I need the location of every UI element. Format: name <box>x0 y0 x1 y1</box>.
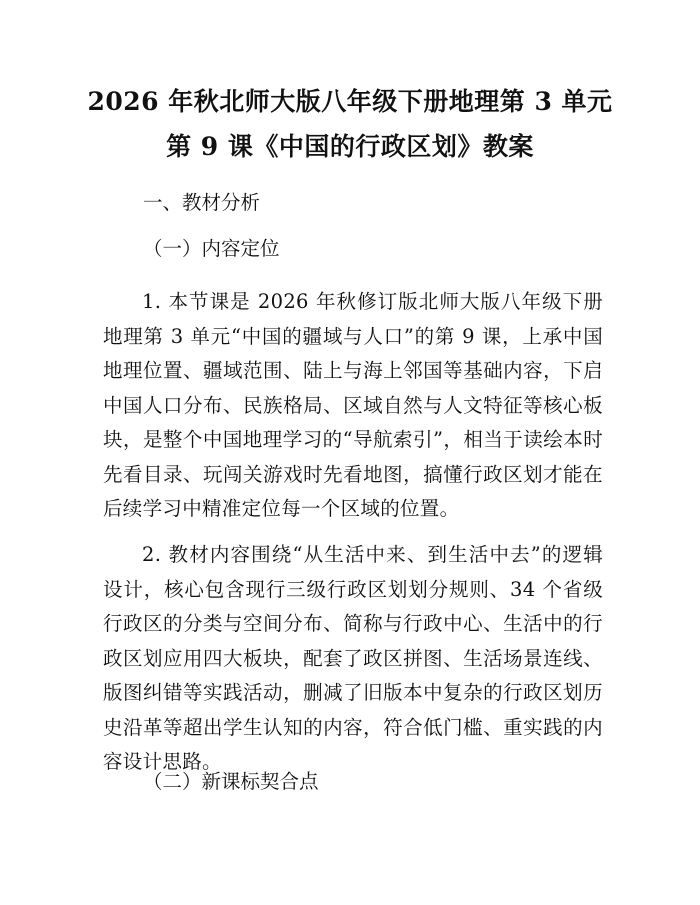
paragraph-2: 2. 教材内容围绕“从生活中来、到生活中去”的逻辑设计，核心包含现行三级行政区划划分规则、34 个省级行政区的分类与空间分布、简称与行政中心、生活中的行政区划应用四大板块，配套了政区拼图、生活场景连线、版图纠错等实践活动，删减了旧版本中复杂的行政区划历史沿革等超出学生认知的内容，符合低门槛、重实践的内容设计思路。 <box>103 543 603 773</box>
document-title-line-1: 2026 年秋北师大版八年级下册地理第 3 单元 <box>87 87 613 116</box>
paragraph-1: 1. 本节课是 2026 年秋修订版北师大版八年级下册地理第 3 单元“中国的疆域与人口”的第 9 课，上承中国地理位置、疆域范围、陆上与海上邻国等基础内容，下启中国人口分布、民族格局、区域自然与人文特征等核心板块，是整个中国地理学习的“导航索引”，相当于读绘本时先看目录、玩闯关游戏时先看地图，搞懂行政区划才能在后续学习中精准定位每一个区域的位置。 <box>103 290 603 520</box>
subsection-heading-content-positioning: （一）内容定位 <box>143 237 280 260</box>
document-title-line-2: 第 9 课《中国的行政区划》教案 <box>166 132 534 161</box>
subsection-heading-curriculum-alignment: （二）新课标契合点 <box>143 770 319 793</box>
section-heading-textbook-analysis: 一、教材分析 <box>143 191 261 214</box>
